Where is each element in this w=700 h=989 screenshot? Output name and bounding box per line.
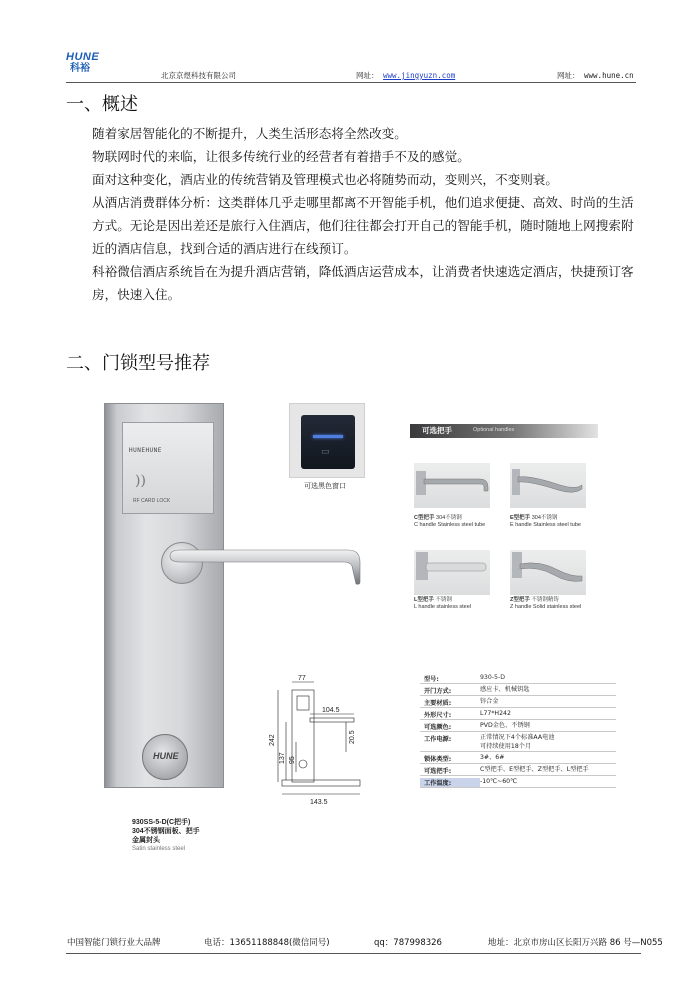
spec-value: -10℃~60℃ — [480, 778, 518, 785]
site1-label: 网址： — [356, 71, 379, 80]
page-header — [0, 0, 700, 90]
spec-row — [420, 720, 616, 732]
c-handle-material: 304不锈钢 — [436, 515, 462, 521]
dim-143-5: 143.5 — [310, 799, 328, 806]
spec-key: 工作温度: — [420, 778, 480, 787]
lock-caption-en: Satin stainless steel — [132, 846, 186, 852]
paragraph-3: 面对这种变化，酒店业的传统营销及管理模式也必将随势而动，变则兴，不变则衰。 — [92, 172, 558, 187]
site1-link[interactable]: www.jingyuzn.com — [383, 71, 456, 80]
e-handle-en: E handle Stainless steel tube — [510, 522, 581, 528]
spec-row — [420, 684, 616, 696]
header-site-2 — [557, 70, 634, 81]
spec-key: 工作电源: — [424, 736, 452, 743]
l-handle-title: L型把手 — [414, 597, 434, 603]
spec-value: 感应卡、机械钥匙 — [480, 686, 530, 693]
l-handle-image — [414, 550, 490, 595]
c-handle-icon — [414, 463, 490, 508]
header-site-1 — [356, 70, 455, 81]
dimension-drawing — [260, 672, 370, 812]
z-handle-caption — [510, 597, 581, 611]
l-handle-icon — [414, 550, 490, 595]
spec-row — [420, 776, 616, 788]
dim-height: 242 — [269, 734, 276, 746]
card-brand-text: HUNEHUNE — [129, 447, 162, 454]
z-handle-image — [510, 550, 586, 595]
spec-key: 可选把手: — [424, 768, 452, 775]
spec-row — [420, 752, 616, 764]
footer-address: 地址：北京市房山区长阳万兴路 86 号—N055 — [488, 938, 663, 948]
spec-value: 锌合金 — [480, 698, 499, 705]
lock-caption — [132, 818, 200, 854]
spec-row — [420, 696, 616, 708]
footer-phone: 电话：13651188848(微信同号) — [204, 938, 330, 948]
e-handle-image — [510, 463, 586, 508]
logo-wordmark: HUNE — [66, 51, 100, 63]
e-handle-icon — [510, 463, 586, 508]
footer-qq: qq：787998326 — [374, 938, 442, 948]
spec-table — [420, 672, 616, 788]
dim-137: 137 — [279, 752, 286, 764]
paragraph-4: 从酒店消费群体分析：这类群体几乎走哪里都离不开智能手机，他们追求便捷、高效、时尚的生活方式。无论是因出差还是旅行入住酒店，他们往往都会打开自己的智能手机，随时随地上网搜索附近的酒店信息，找到合适的酒店进行在线预订。 — [92, 195, 634, 256]
rf-wave-icon: )) — [135, 473, 146, 489]
handles-header-en: Optional handles — [473, 427, 515, 433]
header-company: 北京京煜科技有限公司 — [161, 71, 236, 80]
door-lock-image — [100, 403, 225, 788]
spec-key: 型号: — [424, 676, 439, 683]
c-handle-title: C型把手 — [414, 515, 435, 521]
dim-20-5: 20.5 — [349, 730, 356, 744]
c-handle-caption — [414, 515, 485, 529]
hune-logo — [66, 52, 100, 78]
spec-value-line-2: 可持续使用18个月 — [480, 742, 532, 750]
l-handle-material: 不锈钢 — [435, 597, 452, 603]
spec-row — [420, 708, 616, 720]
dim-width: 77 — [298, 675, 306, 682]
window-caption: 可选黑色窗口 — [304, 482, 346, 490]
footer-rule — [66, 953, 641, 954]
lock-caption-material: 304不锈钢面板、把手 — [132, 828, 200, 835]
section-1-title: 一、概述 — [66, 94, 138, 115]
spec-value: PVD金色、不锈钢 — [480, 722, 530, 729]
cylinder-brand: HUNE — [153, 751, 179, 761]
handles-header-cn: 可选把手 — [422, 426, 452, 435]
card-icon: ▭ — [321, 447, 330, 457]
spec-row — [420, 672, 616, 684]
e-handle-title: E型把手 — [510, 515, 531, 521]
dim-lever: 104.5 — [322, 707, 340, 714]
z-handle-title: Z型把手 — [510, 597, 530, 603]
card-reader-zone — [122, 422, 214, 514]
spec-key: 锁体类型: — [424, 756, 452, 763]
lock-caption-cap: 金属封头 — [132, 837, 160, 844]
z-handle-en: Z handle Solid stainless steel — [510, 604, 582, 610]
section-2-title: 二、门锁型号推荐 — [66, 353, 210, 374]
c-handle-image — [414, 463, 490, 508]
lever-handle-icon — [168, 548, 363, 586]
lock-caption-model: 930SS-5-D(C把手) — [132, 819, 191, 826]
site2-label: 网址： — [557, 71, 580, 80]
paragraph-2: 物联网时代的来临，让很多传统行业的经营者有着措手不及的感觉。 — [92, 149, 470, 164]
spec-value: 930-5-D — [480, 674, 505, 681]
key-cylinder — [142, 734, 188, 780]
spec-value: L77*H242 — [480, 710, 511, 717]
window-led-bar — [313, 435, 343, 438]
z-handle-icon — [510, 550, 586, 595]
paragraph-1: 随着家居智能化的不断提升，人类生活形态将全然改变。 — [92, 126, 407, 141]
dim-95: 95 — [289, 756, 296, 764]
e-handle-caption — [510, 515, 581, 529]
spec-value: C型把手、E型把手、Z型把手、L型把手 — [480, 766, 589, 773]
black-window-image — [289, 403, 365, 478]
spec-row — [420, 764, 616, 776]
spec-value-line-1: 正常情况下4个标准AA电池 — [480, 734, 555, 741]
paragraph-5: 科裕微信酒店系统旨在为提升酒店营销，降低酒店运营成本，让消费者快速选定酒店，快捷预订客房，快速入住。 — [92, 264, 634, 302]
lock-plate — [104, 403, 224, 788]
spec-value: 3#、6# — [480, 754, 505, 761]
z-handle-material: 不锈钢精铸 — [531, 597, 559, 603]
l-handle-en: L handle stainless steel — [414, 604, 471, 610]
spec-key: 开门方式: — [424, 688, 452, 695]
l-handle-caption — [414, 597, 471, 611]
spec-value — [480, 734, 616, 751]
footer-brand: 中国智能门锁行业大品牌 — [67, 938, 161, 948]
spec-key: 主要材质: — [424, 700, 452, 707]
spec-key: 可选颜色: — [424, 724, 452, 731]
e-handle-material: 304不锈钢 — [531, 515, 558, 521]
c-handle-en: C handle Stainless steel tube — [414, 522, 486, 528]
card-lock-text: RF CARD LOCK — [133, 498, 171, 504]
handles-header — [410, 424, 598, 438]
spec-key: 外形尺寸: — [424, 712, 452, 719]
site2-url: www.hune.cn — [584, 71, 634, 80]
window-panel — [301, 415, 355, 469]
header-rule — [66, 82, 636, 83]
spec-row — [420, 732, 616, 752]
logo-chinese: 科裕 — [70, 63, 90, 74]
